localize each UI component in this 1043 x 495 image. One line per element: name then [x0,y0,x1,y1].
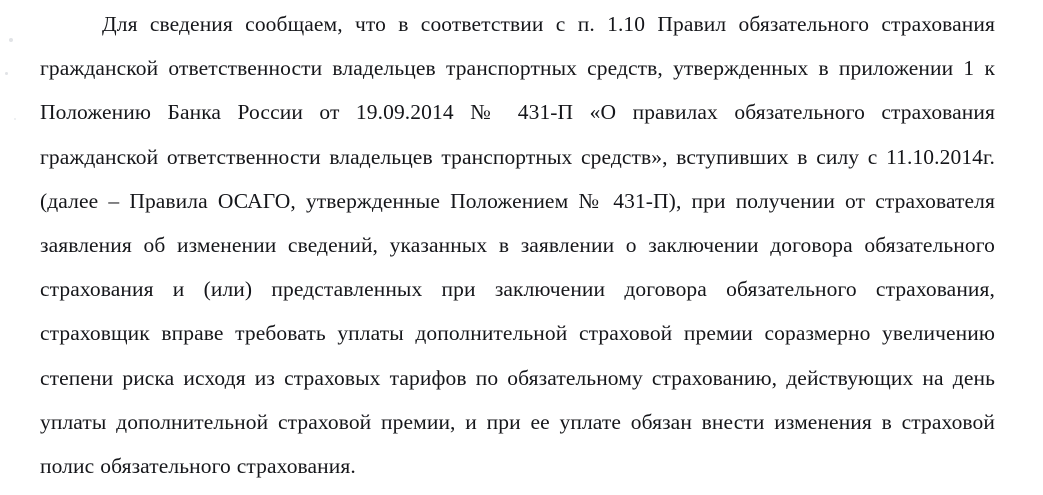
document-text-body [40,2,995,488]
scan-speckle-icon [9,38,13,42]
scan-speckle-icon [5,72,8,75]
document-paragraph: Для сведения сообщаем, что в соответствии с п. 1.10 Правил обязательного страхования гражданской ответственности владельцев транспортных средств, утвержденных в приложении 1 к Положению Банка России от 19.09.2014 № 431-П «О правилах обязательного страхования гражданской ответственности владельцев транспортных средств», вступивших в силу с 11.10.2014г. (далее – Правила ОСАГО, утвержденные Положением № 431-П), при получении от страхователя заявления об изменении сведений, указанных в заявлении о заключении договора обязательного страхования и (или) представленных при заключении договора обязательного страхования, страховщик вправе требовать уплаты дополнительной страховой премии соразмерно увеличению степени риска исходя из страховых тарифов по обязательному страхованию, действующих на день уплаты дополнительной страховой премии, и при ее уплате обязан внести изменения в страховой полис обязательного страхования. [40,12,995,479]
scan-speckle-icon [14,118,16,120]
